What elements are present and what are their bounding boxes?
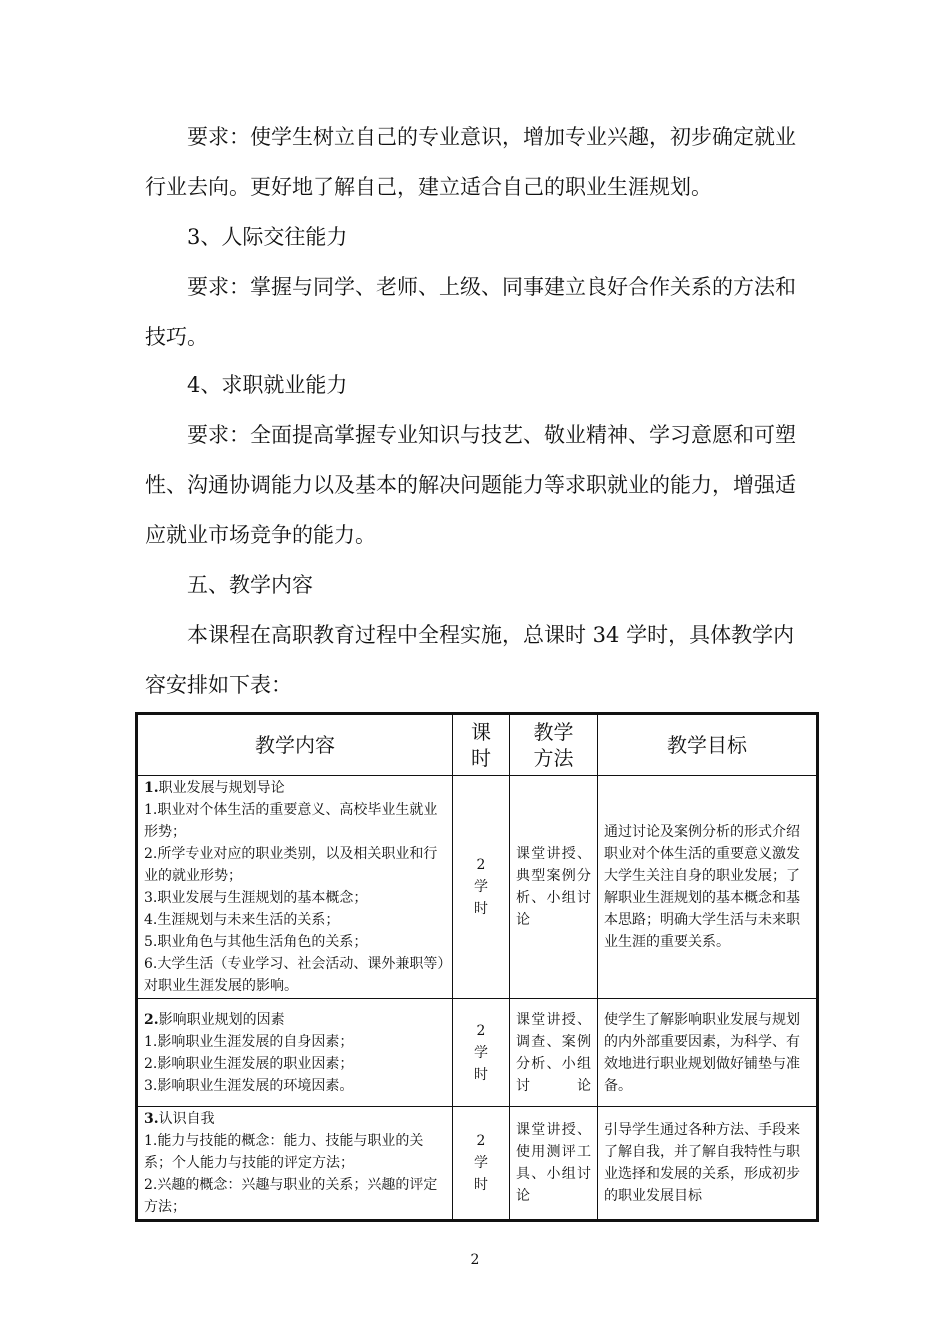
row-title-text: 认识自我 (158, 1111, 215, 1127)
hours-unit-2: 时 (474, 1066, 488, 1083)
content-item: 6.大学生活（专业学习、社会活动、课外兼职等）对职业生涯发展的影响。 (144, 956, 445, 994)
content-item: 5.职业角色与其他生活角色的关系； (144, 934, 368, 950)
course-content-table (135, 712, 819, 1222)
hours-value: 2 (476, 1022, 486, 1039)
content-item: 3.职业发展与生涯规划的基本概念； (144, 890, 368, 906)
content-cell (137, 999, 453, 1107)
goal-cell: 使学生了解影响职业发展与规划的内外部重要因素，为科学、有效地进行职业规划做好铺垫与准备。 (598, 999, 818, 1107)
header-method-line-1: 教学 (533, 720, 574, 744)
content-item: 4.生涯规划与未来生活的关系； (144, 912, 340, 928)
row-title (144, 1009, 446, 1031)
hours-unit-1: 学 (474, 1155, 488, 1171)
paragraph-requirement-1: 要求：使学生树立自己的专业意识，增加专业兴趣，初步确定就业行业去向。更好地了解自己，建立适合自己的职业生涯规划。 (145, 125, 796, 199)
goal-cell: 通过讨论及案例分析的形式介绍职业对个体生活的重要意义激发大学生关注自身的职业发展；了解职业生涯规划的基本概念和基本思路；明确大学生活与未来职业生涯的重要关系。 (598, 776, 818, 999)
header-hours (453, 714, 510, 776)
content-cell (137, 1107, 453, 1221)
row-number: 1. (144, 780, 159, 796)
content-item: 2.影响职业生涯发展的职业因素； (144, 1055, 354, 1072)
heading-job-seeking-skills: 4、求职就业能力 (187, 373, 348, 397)
paragraph-requirement-2: 要求：掌握与同学、老师、上级、同事建立良好合作关系的方法和技巧。 (145, 275, 796, 349)
hours-unit-2: 时 (474, 901, 488, 917)
row-title-text: 职业发展与规划导论 (158, 780, 285, 796)
table-row (137, 776, 818, 999)
paragraph-course-intro: 本课程在高职教育过程中全程实施，总课时 34 学时，具体教学内容安排如下表： (145, 623, 795, 697)
hours-cell (453, 1107, 510, 1221)
hours-cell (453, 776, 510, 999)
paragraph-requirement-3: 要求：全面提高掌握专业知识与技艺、敬业精神、学习意愿和可塑性、沟通协调能力以及基本的解决问题能力等求职就业的能力，增强适应就业市场竞争的能力。 (145, 423, 796, 547)
row-number: 2. (144, 1011, 159, 1028)
page-number: 2 (470, 1252, 480, 1268)
content-cell (137, 776, 453, 999)
hours-unit-1: 学 (474, 879, 488, 895)
table-row (137, 999, 818, 1107)
hours-value: 2 (476, 857, 486, 873)
goal-cell: 引导学生通过各种方法、手段来了解自我，并了解自我特性与职业选择和发展的关系，形成初步的职业发展目标 (598, 1107, 818, 1221)
hours-value: 2 (476, 1133, 486, 1149)
content-item: 1.职业对个体生活的重要意义、高校毕业生就业形势； (144, 802, 438, 840)
row-title-text: 影响职业规划的因素 (158, 1011, 285, 1028)
hours-unit-1: 学 (474, 1044, 488, 1061)
header-teaching-method (510, 714, 598, 776)
header-hours-line-2: 时 (471, 746, 491, 770)
heading-interpersonal-skills: 3、人际交往能力 (187, 225, 348, 249)
header-method-line-2: 方法 (533, 746, 574, 770)
header-hours-line-1: 课 (471, 720, 491, 744)
header-teaching-goal: 教学目标 (598, 714, 818, 776)
method-cell: 课堂讲授、调查、案例分析、小组讨论 (510, 999, 598, 1107)
content-item: 2.所学专业对应的职业类别，以及相关职业和行业的就业形势； (144, 846, 438, 884)
content-item: 3.影响职业生涯发展的环境因素。 (144, 1077, 354, 1094)
header-teaching-content: 教学内容 (137, 714, 453, 776)
row-title (144, 777, 446, 799)
hours-unit-2: 时 (474, 1177, 488, 1193)
method-cell: 课堂讲授、典型案例分析、小组讨论 (510, 776, 598, 999)
content-item: 1.影响职业生涯发展的自身因素； (144, 1033, 354, 1050)
table-row (137, 1107, 818, 1221)
content-item: 1.能力与技能的概念：能力、技能与职业的关系；个人能力与技能的评定方法； (144, 1133, 424, 1171)
row-number: 3. (144, 1111, 159, 1127)
content-item: 2.兴趣的概念：兴趣与职业的关系；兴趣的评定方法； (144, 1177, 438, 1215)
row-title (144, 1108, 446, 1130)
table-header-row (137, 714, 818, 776)
method-cell: 课堂讲授、使用测评工具、小组讨论 (510, 1107, 598, 1221)
section-heading-teaching-content: 五、教学内容 (187, 573, 313, 597)
hours-cell (453, 999, 510, 1107)
